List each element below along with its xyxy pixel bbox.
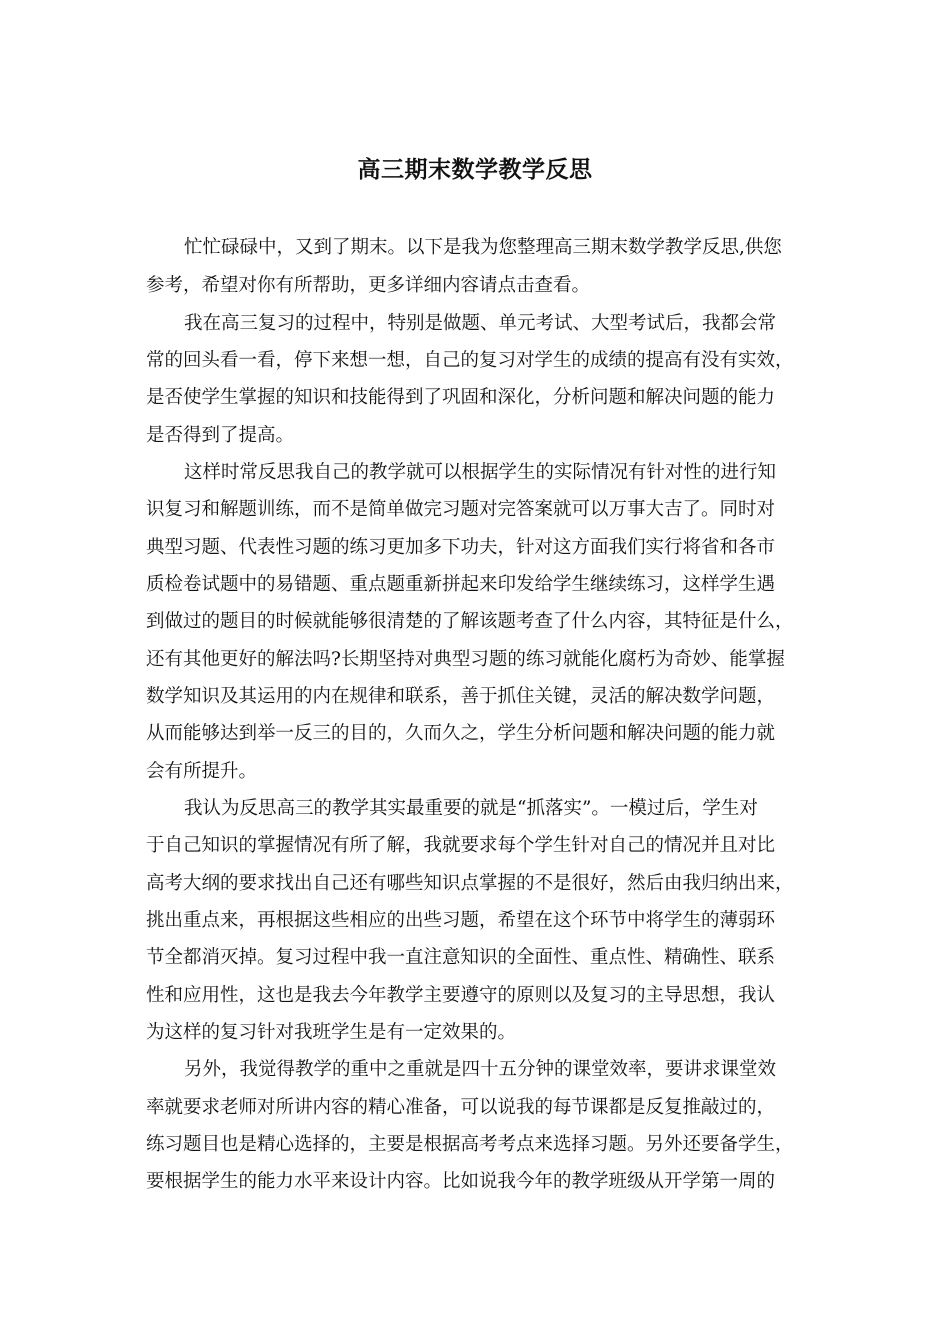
text-line: 数学知识及其运用的内在规律和联系，善于抓住关键，灵活的解决数学问题，: [146, 686, 776, 707]
text-line: 高考大纲的要求找出自己还有哪些知识点掌握的不是很好，然后由我归纳出来，: [146, 873, 794, 894]
text-line: 还有其他更好的解法吗?长期坚持对典型习题的练习就能化腐朽为奇妙、能掌握: [146, 649, 785, 670]
text-line: 到做过的题目的时候就能够很清楚的了解该题考查了什么内容，其特征是什么，: [146, 611, 794, 632]
text-line: 这样时常反思我自己的教学就可以根据学生的实际情况有针对性的进行知: [184, 462, 777, 483]
text-line: 典型习题、代表性习题的练习更加多下功夫，针对这方面我们实行将省和各市: [146, 537, 776, 558]
text-line: 忙忙碌碌中，又到了期末。以下是我为您整理高三期末数学教学反思,供您: [184, 237, 782, 258]
text-line: 性和应用性，这也是我去今年教学主要遵守的原则以及复习的主导思想，我认: [146, 985, 776, 1006]
text-line: 从而能够达到举一反三的目的，久而久之，学生分析问题和解决问题的能力就: [146, 723, 776, 744]
text-line: 要根据学生的能力水平来设计内容。比如说我今年的教学班级从开学第一周的: [146, 1171, 776, 1192]
text-line: 挑出重点来，再根据这些相应的出些习题，希望在这个环节中将学生的薄弱环: [146, 910, 776, 931]
text-line: 我认为反思高三的教学其实最重要的就是“抓落实”。一模过后，学生对: [184, 798, 758, 819]
text-line: 常的回头看一看，停下来想一想，自己的复习对学生的成绩的提高有没有实效，: [146, 350, 794, 371]
text-line: 我在高三复习的过程中，特别是做题、单元考试、大型考试后，我都会常: [184, 313, 777, 334]
text-line: 另外，我觉得教学的重中之重就是四十五分钟的课堂效率，要讲求课堂效: [184, 1059, 777, 1080]
text-line: 会有所提升。: [146, 761, 258, 782]
text-line: 于自己知识的掌握情况有所了解，我就要求每个学生针对自己的情况并且对比: [146, 835, 776, 856]
text-line: 质检卷试题中的易错题、重点题重新拼起来印发给学生继续练习，这样学生遇: [146, 574, 776, 595]
text-line: 节全都消灭掉。复习过程中我一直注意知识的全面性、重点性、精确性、联系: [146, 947, 776, 968]
text-line: 为这样的复习针对我班学生是有一定效果的。: [146, 1022, 517, 1043]
document-title: 高三期末数学教学反思: [357, 156, 593, 183]
text-line: 参考，希望对你有所帮助，更多详细内容请点击查看。: [146, 275, 591, 296]
text-line: 识复习和解题训练，而不是简单做完习题对完答案就可以万事大吉了。同时对: [146, 499, 776, 520]
text-line: 是否得到了提高。: [146, 425, 295, 446]
text-line: 率就要求老师对所讲内容的精心准备，可以说我的每节课都是反复推敲过的，: [146, 1097, 776, 1118]
text-line: 练习题目也是精心选择的，主要是根据高考考点来选择习题。另外还要备学生，: [146, 1134, 794, 1155]
text-line: 是否使学生掌握的知识和技能得到了巩固和深化，分析问题和解决问题的能力: [146, 387, 776, 408]
